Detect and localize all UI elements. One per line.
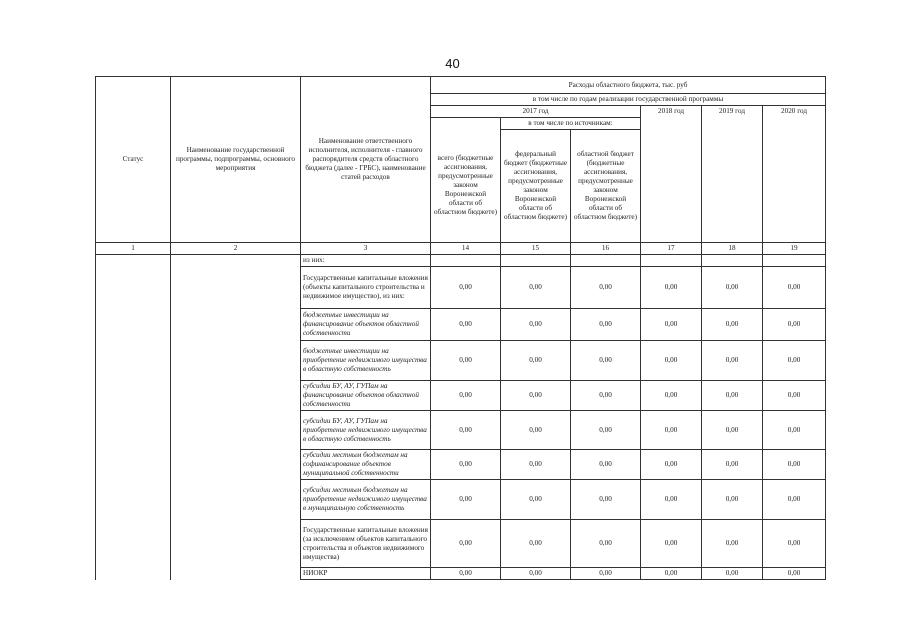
cell-value: 0,00 [641,411,702,450]
header-total-col: всего (бюджетные ассигнования, предусмотренные законом Воронежской области об областном бюджете) [431,130,501,243]
cell-value: 0,00 [571,450,641,480]
header-regional-col: областной бюджет (бюджетные ассигнования, предусмотренные законом Воронежской области об областном бюджете) [571,130,641,243]
page-number: 40 [445,56,460,71]
header-by-years: в том числе по годам реализации государственной программы [431,94,826,106]
column-number: 3 [301,243,431,255]
column-number: 2 [171,243,301,255]
cell-value: 0,00 [571,309,641,341]
header-expenses-title: Расходы областного бюджета, тыс. руб [431,77,826,94]
cell-value: 0,00 [431,341,501,381]
cell-value: 0,00 [702,568,763,580]
column-number: 14 [431,243,501,255]
row-label: субсидии местным бюджетам на приобретение недвижимого имущества в муниципальную собственность [301,480,431,520]
cell-value: 0,00 [641,450,702,480]
row-label: из них: [301,255,431,267]
cell-value: 0,00 [571,520,641,568]
cell-value: 0,00 [501,450,571,480]
column-number: 15 [501,243,571,255]
budget-table [95,76,826,580]
cell-value: 0,00 [763,480,826,520]
cell-value: 0,00 [702,267,763,309]
cell-value: 0,00 [431,267,501,309]
row-label: субсидии местным бюджетам на софинансирование объектов муниципальной собственности [301,450,431,480]
header-federal-col: федеральный бюджет (бюджетные ассигнования, предусмотренные законом Воронежской области об областном бюджете) [501,130,571,243]
table-row [96,255,826,267]
cell-value: 0,00 [431,480,501,520]
cell-value: 0,00 [501,267,571,309]
header-executor: Наименование ответственного исполнителя, исполнителя - главного распорядителя средств областного бюджета (далее - ГРБС), наименование статей расходов [301,77,431,243]
row-label: бюджетные инвестиции на финансирование объектов областной собственности [301,309,431,341]
cell-value: 0,00 [571,480,641,520]
cell-value: 0,00 [571,341,641,381]
cell-value: 0,00 [763,568,826,580]
row-label: Государственные капитальные вложения (объекты капитального строительства и недвижимое имущество), из них: [301,267,431,309]
column-number: 18 [702,243,763,255]
cell-value: 0,00 [641,480,702,520]
cell-value: 0,00 [501,309,571,341]
cell-value: 0,00 [501,411,571,450]
row-label: Государственные капитальные вложения (за исключением объектов капитального строительства и объектов недвижимого имущества) [301,520,431,568]
cell-value: 0,00 [702,381,763,411]
cell-value: 0,00 [431,309,501,341]
cell-value: 0,00 [571,568,641,580]
cell-value: 0,00 [431,381,501,411]
column-number: 16 [571,243,641,255]
cell-value: 0,00 [571,381,641,411]
row-label: НИОКР [301,568,431,580]
cell-value: 0,00 [571,411,641,450]
cell-value: 0,00 [641,309,702,341]
cell-value: 0,00 [501,520,571,568]
cell-value: 0,00 [501,381,571,411]
cell-value: 0,00 [763,267,826,309]
cell-value: 0,00 [431,450,501,480]
cell-value: 0,00 [763,520,826,568]
cell-value: 0,00 [501,341,571,381]
row-label: субсидии БУ, АУ, ГУПам на приобретение недвижимого имущества в областную собственность [301,411,431,450]
cell-value: 0,00 [501,480,571,520]
cell-value: 0,00 [702,411,763,450]
cell-value: 0,00 [431,568,501,580]
column-number: 1 [96,243,171,255]
row-label: бюджетные инвестиции на приобретение недвижимого имущества в областную собственность [301,341,431,381]
column-number: 19 [763,243,826,255]
cell-value: 0,00 [763,341,826,381]
cell-value: 0,00 [641,520,702,568]
column-number: 17 [641,243,702,255]
cell-value: 0,00 [641,267,702,309]
cell-value: 0,00 [431,520,501,568]
header-status: Статус [96,77,171,243]
header-by-sources: в том числе по источникам: [501,118,641,130]
cell-value: 0,00 [702,450,763,480]
cell-value: 0,00 [763,450,826,480]
cell-value: 0,00 [763,411,826,450]
row-label: субсидии БУ, АУ, ГУПам на финансирование объектов областной собственности [301,381,431,411]
cell-value: 0,00 [763,309,826,341]
cell-value: 0,00 [571,267,641,309]
header-year-2018: 2018 год [641,106,702,243]
header-year-2017: 2017 год [431,106,641,118]
cell-value: 0,00 [641,341,702,381]
header-year-2020: 2020 год [763,106,826,243]
cell-value: 0,00 [641,381,702,411]
cell-value: 0,00 [763,381,826,411]
cell-value: 0,00 [702,309,763,341]
cell-value: 0,00 [702,480,763,520]
cell-value: 0,00 [641,568,702,580]
header-year-2019: 2019 год [702,106,763,243]
cell-value: 0,00 [431,411,501,450]
cell-value: 0,00 [702,520,763,568]
header-program-name: Наименование государственной программы, подпрограммы, основного мероприятия [171,77,301,243]
cell-value: 0,00 [702,341,763,381]
cell-value: 0,00 [501,568,571,580]
column-numbers-row [96,243,826,255]
